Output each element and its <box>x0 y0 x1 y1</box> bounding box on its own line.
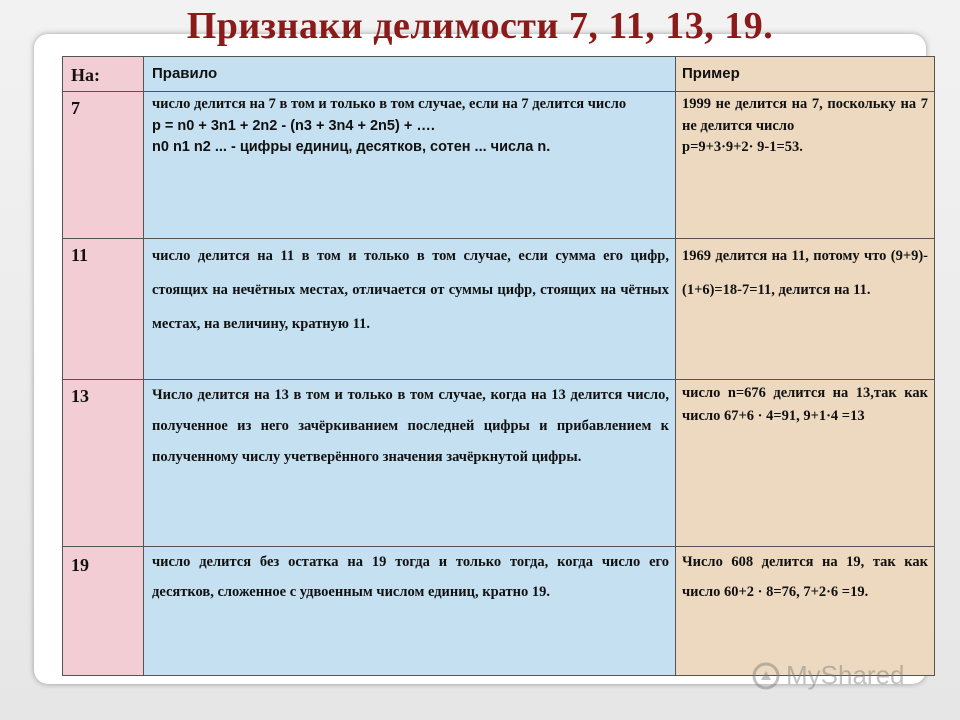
example-cell: Число 608 делится на 19, так как число 60+2 · 8=76, 7+2·6 =19. <box>676 547 935 676</box>
divisor-cell: 19 <box>63 547 144 676</box>
rule-formula: p = n0 + 3n1 + 2n2 - (n3 + 3n4 + 2n5) + …. <box>152 117 435 134</box>
table-row <box>63 92 935 239</box>
header-example: Пример <box>676 57 935 92</box>
divisor-cell: 11 <box>63 239 144 380</box>
watermark-logo-icon <box>752 662 780 690</box>
page-title: Признаки делимости 7, 11, 13, 19. <box>186 5 774 47</box>
divisibility-table <box>62 56 935 676</box>
example-line: 1999 не делится на 7, поскольку на 7 не делится число <box>682 96 928 134</box>
rule-cell <box>144 92 676 239</box>
rule-cell: Число делится на 13 в том и только в том случае, когда на 13 делится число, полученное из него зачёркиванием последней цифры и прибавлением к полученному числу учетверённого значения зачёркнутой цифры. <box>144 380 676 547</box>
watermark-text: MyShared <box>786 660 905 690</box>
rule-cell: число делится без остатка на 19 тогда и только тогда, когда число его десятков, сложенное с удвоенным числом единиц, кратно 19. <box>144 547 676 676</box>
header-rule: Правило <box>144 57 676 92</box>
table-row <box>63 380 935 547</box>
header-divisor: На: <box>63 57 144 92</box>
rule-cell: число делится на 11 в том и только в том случае, если сумма его цифр, стоящих на нечётных местах, отличается от суммы цифр, стоящих на чётных местах, на величину, кратную 11. <box>144 239 676 380</box>
table-header-row <box>63 57 935 92</box>
example-cell <box>676 92 935 239</box>
example-cell: 1969 делится на 11, потому что (9+9)-(1+6)=18-7=11, делится на 11. <box>676 239 935 380</box>
table-row <box>63 547 935 676</box>
rule-line: n0 n1 n2 ... - цифры единиц, десятков, сотен ... числа n. <box>152 139 551 155</box>
divisor-cell: 7 <box>63 92 144 239</box>
example-line: p=9+3·9+2· 9-1=53. <box>682 139 803 155</box>
table-row <box>63 239 935 380</box>
example-cell: число n=676 делится на 13,так как число 67+6 · 4=91, 9+1·4 =13 <box>676 380 935 547</box>
divisor-cell: 13 <box>63 380 144 547</box>
rule-line: число делится на 7 в том и только в том случае, если на 7 делится число <box>152 96 627 112</box>
